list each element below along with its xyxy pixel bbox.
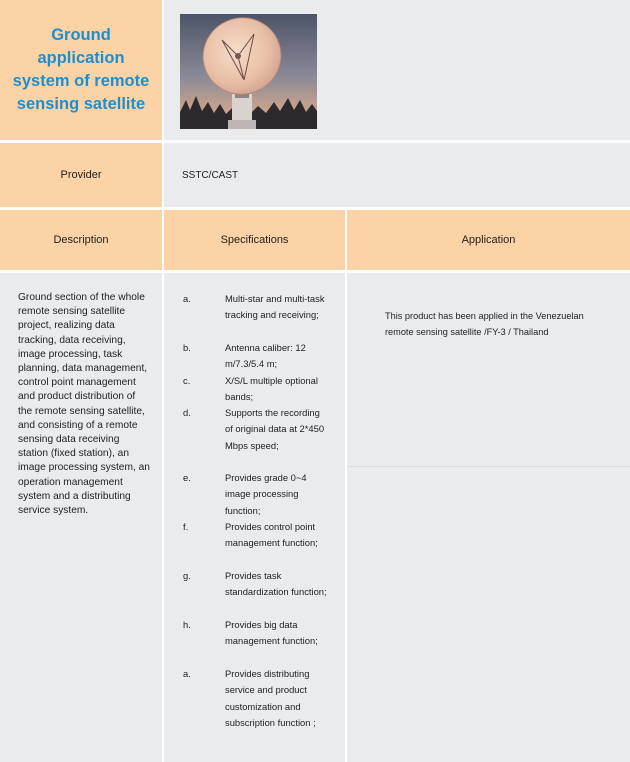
spec-text: Supports the recording of original data at 2*450 Mbps speed; [225, 407, 325, 451]
specifications-header: Specifications [164, 210, 345, 270]
specifications-list [164, 273, 345, 762]
description-text: Ground section of the whole remote sensing satellite project, realizing data tracking, data receiving, image processing, task planning, data management, control point management and product distribution of the remote sensing satellite, and consisting of a remote sensing data receiving station (fixed station), an image processing system, an operation management system and a distributing service system. [0, 273, 162, 762]
spec-text: Antenna caliber: 12 m/7.3/5.4 m; [225, 342, 306, 370]
spec-letter: c. [183, 375, 191, 386]
row-divider [347, 466, 630, 467]
spec-letter: d. [183, 407, 191, 418]
table-divider [0, 207, 630, 210]
spec-letter: b. [183, 342, 191, 353]
column-divider [162, 0, 164, 762]
spec-text: X/S/L multiple optional bands; [225, 375, 318, 403]
table-divider [0, 140, 630, 143]
spec-text: Provides grade 0~4 image processing function; [225, 472, 307, 516]
spec-letter: f. [183, 521, 189, 532]
application-cell [347, 273, 630, 762]
spec-letter: g. [183, 570, 191, 581]
photo-cell [164, 0, 630, 140]
spec-text: Provides distributing service and product customization and subscription function ; [225, 668, 316, 728]
spec-letter: a. [183, 668, 191, 679]
table-divider [0, 270, 630, 273]
product-title: Ground application system of remote sensing satellite [0, 0, 162, 140]
application-text: This product has been applied in the Venezuelan remote sensing satellite /FY-3 / Thailand [385, 311, 584, 337]
spec-text: Multi-star and multi-task tracking and receiving; [225, 293, 325, 321]
spec-text: Provides control point management function; [225, 521, 318, 549]
column-divider [345, 210, 347, 762]
provider-value: SSTC/CAST [164, 143, 630, 207]
spec-letter: h. [183, 619, 191, 630]
spec-letter: a. [183, 293, 191, 304]
spec-text: Provides task standardization function; [225, 570, 327, 598]
satellite-dish-antenna-photo [180, 14, 317, 129]
spec-letter: e. [183, 472, 191, 483]
description-header: Description [0, 210, 162, 270]
provider-label: Provider [0, 143, 162, 207]
spec-text: Provides big data management function; [225, 619, 318, 647]
application-header: Application [347, 210, 630, 270]
